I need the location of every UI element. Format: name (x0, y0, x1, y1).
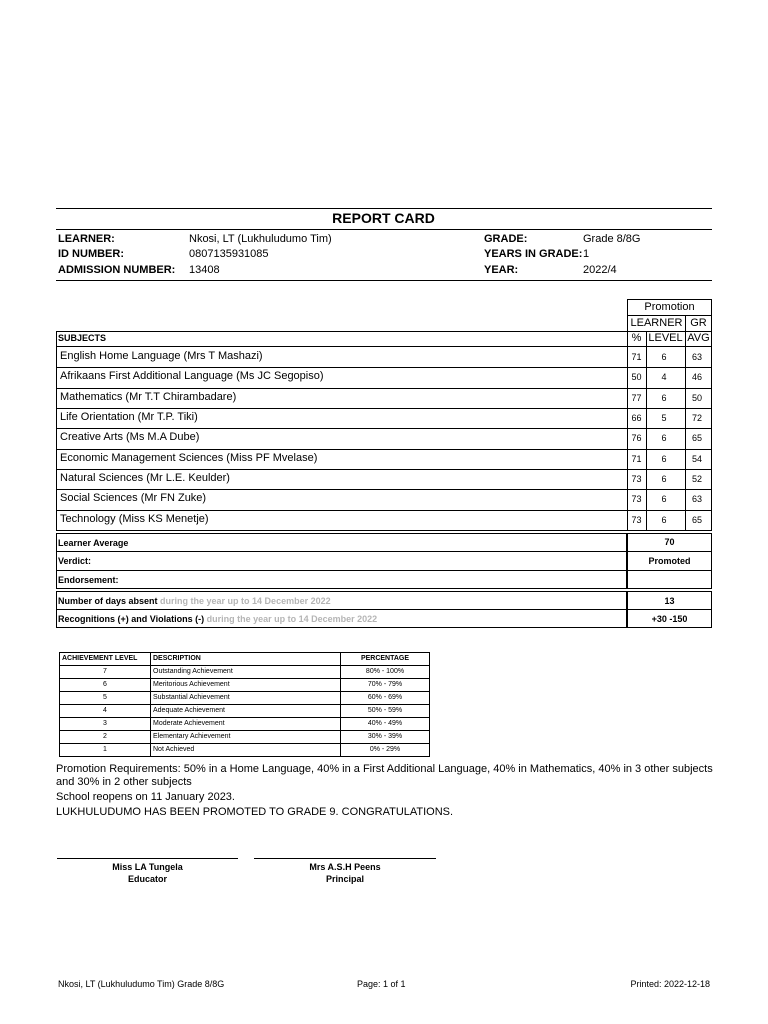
summary-left-frame (56, 533, 627, 589)
promotion-message: LUKHULUDUMO HAS BEEN PROMOTED TO GRADE 9. CONGRATULATIONS. (56, 806, 454, 818)
achievement-level-header: ACHIEVEMENT LEVEL (60, 653, 151, 666)
subject-name: Life Orientation (Mr T.P. Tiki) (60, 411, 198, 423)
subject-percent: 73 (631, 515, 642, 525)
achievement-percentage: 0% - 29% (341, 744, 430, 757)
subject-name: Social Sciences (Mr FN Zuke) (60, 492, 207, 504)
days-absent-label (58, 596, 331, 606)
notes-section (56, 763, 716, 819)
promotion-requirements: Promotion Requirements: 50% in a Home Language, 40% in a First Additional Language, 40% in Mathematics, 40% in 3 other subjects and 30% in 2 other subjects (56, 763, 713, 788)
achievement-level: 6 (60, 679, 151, 692)
subject-percent: 73 (631, 474, 642, 484)
subject-grade-average: 52 (691, 474, 702, 484)
title-bottom-rule (56, 229, 712, 230)
subject-level: 6 (661, 515, 667, 525)
footer-printed-date: Printed: 2022-12-18 (630, 979, 710, 989)
subject-level: 6 (661, 393, 667, 403)
achievement-description: Substantial Achievement (151, 692, 341, 705)
achievement-level: 7 (60, 666, 151, 679)
table-row (60, 679, 430, 692)
educator-signature-line (57, 858, 238, 859)
subject-level: 6 (661, 352, 667, 362)
educator-name: Miss LA Tungela (112, 862, 183, 872)
achievement-header-row (60, 653, 430, 666)
days-absent-value: 13 (664, 596, 675, 606)
footer-page-number: Page: 1 of 1 (357, 979, 406, 989)
table-row (56, 347, 712, 367)
table-row (60, 731, 430, 744)
grade-value: Grade 8/8G (583, 233, 641, 245)
table-row (60, 666, 430, 679)
years-in-grade-value: 1 (583, 248, 590, 260)
educator-role: Educator (127, 874, 167, 884)
achievement-description: Outstanding Achievement (151, 666, 341, 679)
table-row (56, 408, 712, 428)
learner-header: LEARNER (630, 317, 683, 329)
year-value: 2022/4 (583, 264, 617, 276)
principal-role: Principal (325, 874, 364, 884)
table-row (60, 718, 430, 731)
info-bottom-rule (56, 280, 712, 281)
achievement-description: Adequate Achievement (151, 705, 341, 718)
subject-percent: 76 (631, 433, 642, 443)
achievement-level: 2 (60, 731, 151, 744)
achievement-percentage: 80% - 100% (341, 666, 430, 679)
learner-average-value: 70 (664, 537, 675, 547)
subject-percent: 71 (631, 352, 642, 362)
recognitions-value: +30 -150 (651, 614, 688, 624)
admission-number-value: 13408 (189, 264, 220, 276)
achievement-percentage: 40% - 49% (341, 718, 430, 731)
school-reopens-note: School reopens on 11 January 2023. (56, 791, 235, 803)
achievement-percentage: 60% - 69% (341, 692, 430, 705)
subject-grade-average: 46 (691, 372, 702, 382)
subject-level: 6 (661, 474, 667, 484)
table-row (60, 705, 430, 718)
table-row (60, 692, 430, 705)
achievement-level: 3 (60, 718, 151, 731)
recognitions-note: during the year up to 14 December 2022 (206, 614, 378, 624)
description-header: DESCRIPTION (151, 653, 341, 666)
subject-percent: 77 (631, 393, 642, 403)
endorsement-label: Endorsement: (58, 575, 119, 585)
achievement-description: Moderate Achievement (151, 718, 341, 731)
achievement-level: 1 (60, 744, 151, 757)
gr-header: GR (690, 317, 707, 329)
promotion-header: Promotion (644, 301, 695, 313)
achievement-table (59, 652, 430, 757)
subject-grade-average: 63 (691, 494, 702, 504)
learner-value: Nkosi, LT (Lukhuludumo Tim) (189, 233, 332, 245)
subject-percent: 66 (631, 413, 642, 423)
avg-header: AVG (687, 332, 710, 344)
subject-percent: 71 (631, 454, 642, 464)
subject-level: 6 (661, 433, 667, 443)
learner-label: LEARNER: (58, 233, 115, 245)
subject-level: 6 (661, 454, 667, 464)
principal-signature-line (254, 858, 436, 859)
subject-grade-average: 65 (691, 433, 702, 443)
pct-header: % (631, 332, 642, 344)
page-title: REPORT CARD (332, 210, 435, 226)
subjects-header-row (56, 331, 712, 347)
learner-average-label: Learner Average (58, 538, 129, 548)
achievement-description: Not Achieved (151, 744, 341, 757)
subject-grade-average: 72 (691, 413, 702, 423)
achievement-percentage: 70% - 79% (341, 679, 430, 692)
subject-grade-average: 54 (691, 454, 702, 464)
table-row (56, 510, 712, 530)
recognitions-label (58, 614, 377, 624)
hdr-sep-2 (646, 331, 647, 347)
achievement-description: Meritorious Achievement (151, 679, 341, 692)
table-row (56, 388, 712, 408)
subject-level: 5 (661, 413, 667, 423)
achievement-percentage: 30% - 39% (341, 731, 430, 744)
summary-divider (56, 551, 712, 552)
subject-name: Economic Management Sciences (Miss PF Mvelase) (60, 452, 318, 464)
subject-grade-average: 50 (691, 393, 702, 403)
hdr-sep-1 (627, 331, 628, 347)
year-label: YEAR: (484, 264, 519, 276)
table-row (56, 449, 712, 469)
achievement-percentage: 50% - 59% (341, 705, 430, 718)
level-header: LEVEL (648, 332, 683, 344)
subjects-header: SUBJECTS (58, 333, 107, 343)
title-top-rule (56, 208, 712, 209)
subject-name: Technology (Miss KS Menetje) (60, 513, 209, 525)
table-row (56, 469, 712, 489)
achievement-description: Elementary Achievement (151, 731, 341, 744)
verdict-value: Promoted (648, 556, 691, 566)
subject-name: English Home Language (Mrs T Mashazi) (60, 350, 263, 362)
subject-grade-average: 63 (691, 352, 702, 362)
admission-number-label: ADMISSION NUMBER: (58, 264, 176, 276)
recognitions-label-text: Recognitions (+) and Violations (-) (58, 614, 205, 624)
subject-name: Creative Arts (Ms M.A Dube) (60, 431, 200, 443)
subject-name: Mathematics (Mr T.T Chirambadare) (60, 391, 237, 403)
id-number-label: ID NUMBER: (58, 248, 124, 260)
subject-name: Afrikaans First Additional Language (Ms JC Segopiso) (60, 370, 324, 382)
hdr-sep-3 (685, 331, 686, 347)
percentage-header: PERCENTAGE (341, 653, 430, 666)
table-row (56, 367, 712, 387)
table-row (56, 489, 712, 509)
verdict-label: Verdict: (58, 556, 92, 566)
table-row (60, 744, 430, 757)
achievement-level: 5 (60, 692, 151, 705)
subject-name: Natural Sciences (Mr L.E. Keulder) (60, 472, 230, 484)
id-number-value: 0807135931085 (189, 248, 269, 260)
achievement-level: 4 (60, 705, 151, 718)
subject-percent: 73 (631, 494, 642, 504)
table-row (56, 428, 712, 448)
summary-divider (56, 570, 712, 571)
principal-name: Mrs A.S.H Peens (309, 862, 381, 872)
years-in-grade-label: YEARS IN GRADE: (484, 248, 583, 260)
subject-level: 4 (661, 372, 667, 382)
subject-level: 6 (661, 494, 667, 504)
subject-grade-average: 65 (691, 515, 702, 525)
footer-learner: Nkosi, LT (Lukhuludumo Tim) Grade 8/8G (58, 979, 225, 989)
subject-percent: 50 (631, 372, 642, 382)
days-absent-label-text: Number of days absent (58, 596, 158, 606)
grade-label: GRADE: (484, 233, 528, 245)
days-absent-note: during the year up to 14 December 2022 (160, 596, 331, 606)
